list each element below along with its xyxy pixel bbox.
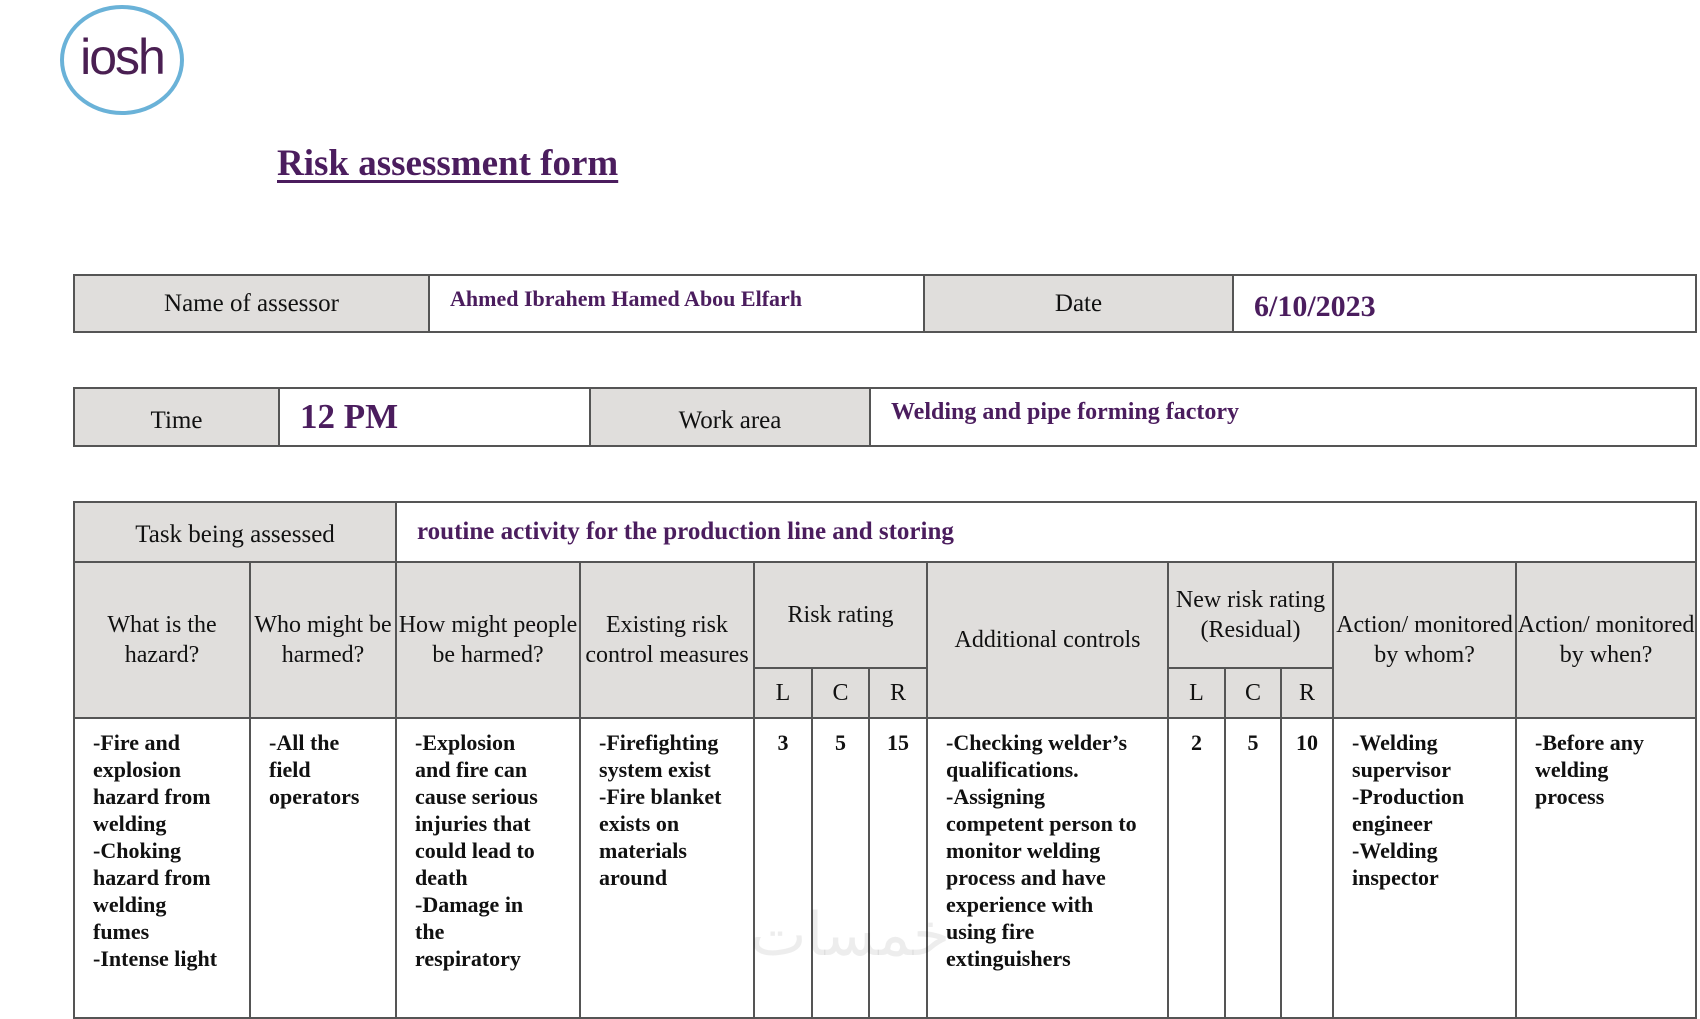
date-label: Date [924, 275, 1233, 332]
cell-new-r: 10 [1281, 718, 1333, 1018]
header-risk-rating: Risk rating [754, 562, 927, 668]
iosh-logo [60, 5, 184, 115]
cell-when: -Before any welding process [1516, 718, 1696, 1018]
table-row [74, 718, 1696, 1018]
time-label: Time [74, 388, 279, 446]
header-r: R [869, 668, 927, 718]
cell-how: -Explosion and fire can cause serious injuries that could lead to death -Damage in the respiratory [396, 718, 580, 1018]
cell-new-l: 2 [1168, 718, 1225, 1018]
cell-r: 15 [869, 718, 927, 1018]
work-area-label: Work area [590, 388, 870, 446]
header-new-risk: New risk rating (Residual) [1168, 562, 1333, 668]
assessor-table [73, 274, 1697, 333]
logo-text: iosh [80, 29, 164, 85]
header-new-c: C [1225, 668, 1281, 718]
time-value[interactable]: 12 PM [279, 388, 590, 446]
header-additional: Additional controls [927, 562, 1168, 718]
page-title: Risk assessment form [277, 143, 619, 184]
header-existing: Existing risk control measures [580, 562, 754, 718]
watermark: خمسات [750, 900, 951, 970]
task-value[interactable]: routine activity for the production line and storing [396, 502, 1696, 562]
cell-hazard: -Fire and explosion hazard from welding -Choking hazard from welding fumes -Intense light [74, 718, 250, 1018]
cell-new-c: 5 [1225, 718, 1281, 1018]
assessor-label: Name of assessor [74, 275, 429, 332]
header-who: Who might be harmed? [250, 562, 396, 718]
cell-l: 3 [754, 718, 812, 1018]
header-new-r: R [1281, 668, 1333, 718]
date-value[interactable]: 6/10/2023 [1233, 275, 1696, 332]
work-area-value[interactable]: Welding and pipe forming factory [870, 388, 1696, 446]
assessor-value[interactable]: Ahmed Ibrahem Hamed Abou Elfarh [429, 275, 924, 332]
task-label: Task being assessed [74, 502, 396, 562]
header-c: C [812, 668, 869, 718]
time-table [73, 387, 1697, 447]
header-hazard: What is the hazard? [74, 562, 250, 718]
header-when: Action/ monitored by when? [1516, 562, 1696, 718]
header-l: L [754, 668, 812, 718]
header-how: How might people be harmed? [396, 562, 580, 718]
header-by-whom: Action/ monitored by whom? [1333, 562, 1516, 718]
cell-additional: -Checking welder’s qualifications. -Assigning competent person to monitor welding process and have experience with using fire extinguishers [927, 718, 1168, 1018]
cell-c: 5 [812, 718, 869, 1018]
cell-who: -All the field operators [250, 718, 396, 1018]
cell-by-whom: -Welding supervisor -Production engineer -Welding inspector [1333, 718, 1516, 1018]
cell-existing: -Firefighting system exist -Fire blanket exists on materials around [580, 718, 754, 1018]
header-new-l: L [1168, 668, 1225, 718]
